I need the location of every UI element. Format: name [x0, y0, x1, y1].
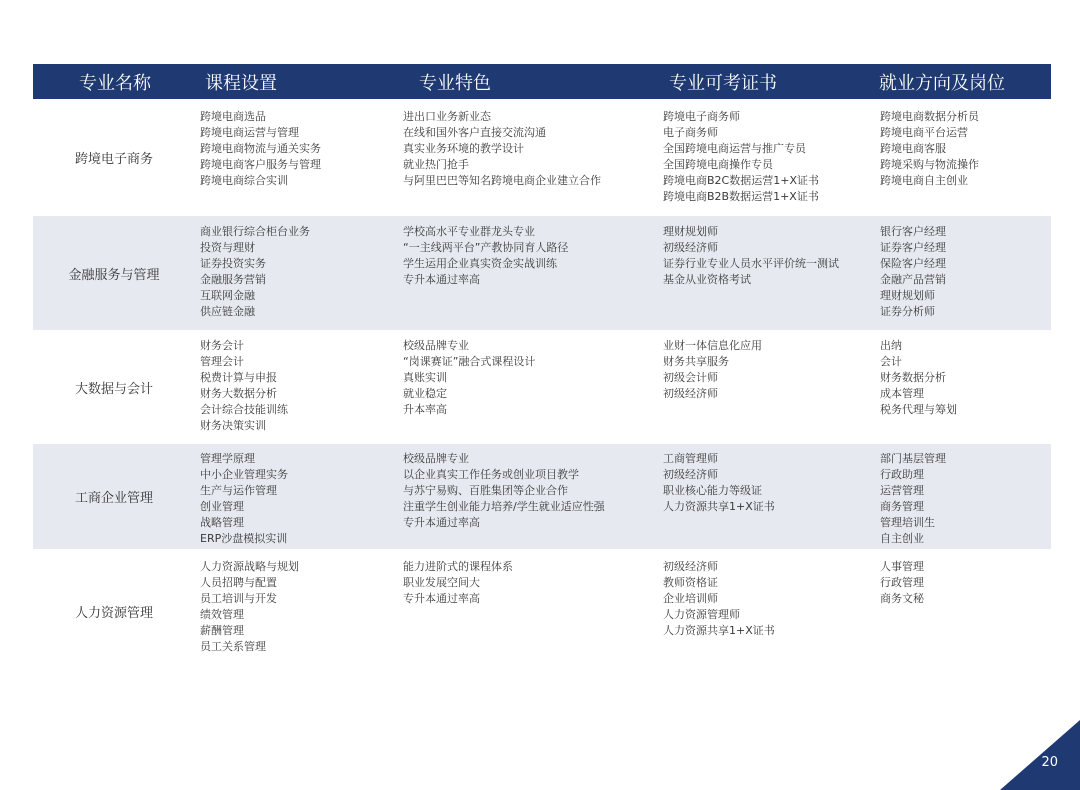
certificates-item: 跨境电子商务师: [663, 110, 740, 123]
careers-item: 人事管理: [880, 560, 924, 573]
certificates-item: 初级经济师: [663, 241, 718, 254]
features-item: 学生运用企业真实资金实战训练: [403, 257, 557, 270]
features-item: 专升本通过率高: [403, 273, 480, 286]
features-item: 真账实训: [403, 371, 447, 384]
certificates-item: 业财一体信息化应用: [663, 339, 762, 352]
features-list: [403, 109, 601, 189]
certificates-item: 初级会计师: [663, 371, 718, 384]
careers-item: 自主创业: [880, 532, 924, 545]
careers-item: 部门基层管理: [880, 452, 946, 465]
features-item: “岗课赛证”融合式课程设计: [403, 355, 536, 368]
courses-item: 互联网金融: [200, 289, 255, 302]
table-row: [33, 216, 1051, 330]
certificates-list: [663, 559, 775, 639]
certificates-item: 人力资源共享1+X证书: [663, 500, 775, 513]
features-item: 校级品牌专业: [403, 339, 469, 352]
courses-item: 人力资源战略与规划: [200, 560, 299, 573]
careers-item: 财务数据分析: [880, 371, 946, 384]
certificates-item: 基金从业资格考试: [663, 273, 751, 286]
courses-item: 商业银行综合柜台业务: [200, 225, 310, 238]
header-careers: 就业方向及岗位: [879, 72, 1005, 94]
careers-item: 行政管理: [880, 576, 924, 589]
courses-list: [200, 451, 288, 547]
careers-item: 保险客户经理: [880, 257, 946, 270]
courses-item: 财务会计: [200, 339, 244, 352]
certificates-list: [663, 338, 762, 402]
table-row: [33, 549, 1051, 674]
features-item: 校级品牌专业: [403, 452, 469, 465]
features-item: 在线和国外客户直接交流沟通: [403, 126, 546, 139]
program-name: 大数据与会计: [74, 381, 153, 397]
features-item: 能力进阶式的课程体系: [403, 560, 513, 573]
certificates-item: 跨境电商B2B数据运营1+X证书: [663, 190, 819, 203]
courses-item: 跨境电商选品: [200, 110, 266, 123]
header-certificates: 专业可考证书: [669, 72, 777, 94]
features-item: 与苏宁易购、百胜集团等企业合作: [403, 484, 568, 497]
courses-item: 生产与运作管理: [200, 484, 277, 497]
certificates-item: 人力资源共享1+X证书: [663, 624, 775, 637]
courses-item: 员工关系管理: [200, 640, 266, 653]
corner-decoration: [1000, 710, 1080, 790]
careers-item: 商务管理: [880, 500, 924, 513]
features-item: 升本率高: [403, 403, 447, 416]
careers-item: 金融产品营销: [880, 273, 946, 286]
program-table: [33, 64, 1051, 653]
careers-list: [880, 559, 924, 607]
courses-item: 跨境电商综合实训: [200, 174, 288, 187]
courses-item: 投资与理财: [200, 241, 255, 254]
table-row: [33, 444, 1051, 549]
certificates-item: 全国跨境电商运营与推广专员: [663, 142, 806, 155]
careers-item: 管理培训生: [880, 516, 935, 529]
certificates-item: 电子商务师: [663, 126, 718, 139]
courses-item: 战略管理: [200, 516, 244, 529]
features-item: 专升本通过率高: [403, 592, 480, 605]
features-list: [403, 338, 535, 418]
careers-list: [880, 451, 946, 547]
courses-item: 管理学原理: [200, 452, 255, 465]
features-list: [403, 559, 513, 607]
courses-item: 财务决策实训: [200, 419, 266, 432]
courses-item: 财务大数据分析: [200, 387, 277, 400]
careers-item: 商务文秘: [880, 592, 924, 605]
header-courses: 课程设置: [205, 72, 277, 94]
certificates-item: 财务共享服务: [663, 355, 729, 368]
table-row: [33, 99, 1051, 216]
certificates-item: 职业核心能力等级证: [663, 484, 762, 497]
features-item: “一主线两平台”产教协同育人路径: [403, 241, 569, 254]
courses-list: [200, 109, 321, 189]
careers-item: 成本管理: [880, 387, 924, 400]
certificates-item: 跨境电商B2C数据运营1+X证书: [663, 174, 819, 187]
careers-item: 跨境采购与物流操作: [880, 158, 979, 171]
courses-item: 跨境电商客户服务与管理: [200, 158, 321, 171]
table-row: [33, 330, 1051, 444]
certificates-item: 初级经济师: [663, 468, 718, 481]
courses-item: 税费计算与申报: [200, 371, 277, 384]
features-item: 职业发展空间大: [403, 576, 480, 589]
courses-item: 中小企业管理实务: [200, 468, 288, 481]
certificates-item: 证券行业专业人员水平评价统一测试: [663, 257, 839, 270]
careers-item: 跨境电商客服: [880, 142, 946, 155]
program-name: 人力资源管理: [74, 606, 153, 621]
careers-item: 运营管理: [880, 484, 924, 497]
careers-item: 会计: [880, 355, 902, 368]
careers-list: [880, 338, 957, 418]
careers-item: 理财规划师: [880, 289, 935, 302]
certificates-item: 全国跨境电商操作专员: [663, 158, 773, 171]
careers-item: 出纳: [880, 339, 902, 352]
courses-item: 人员招聘与配置: [200, 576, 277, 589]
courses-item: 金融服务营销: [200, 273, 266, 286]
careers-item: 跨境电商平台运营: [880, 126, 968, 139]
courses-list: [200, 559, 299, 655]
certificates-item: 理财规划师: [663, 225, 718, 238]
careers-item: 银行客户经理: [880, 225, 946, 238]
program-name: 跨境电子商务: [74, 152, 153, 167]
certificates-item: 工商管理师: [663, 452, 718, 465]
table-header: [33, 64, 1051, 99]
careers-item: 税务代理与筹划: [880, 403, 957, 416]
careers-list: [880, 224, 946, 320]
courses-item: 绩效管理: [200, 608, 244, 621]
certificates-item: 企业培训师: [663, 592, 718, 605]
program-name: 金融服务与管理: [68, 267, 160, 283]
courses-list: [200, 338, 288, 434]
courses-list: [200, 224, 310, 320]
features-item: 就业热门抢手: [403, 158, 469, 171]
features-item: 注重学生创业能力培养/学生就业适应性强: [403, 500, 605, 513]
careers-item: 证券客户经理: [880, 241, 946, 254]
courses-item: 创业管理: [200, 500, 244, 513]
careers-list: [880, 109, 979, 189]
courses-item: ERP沙盘模拟实训: [200, 532, 288, 545]
careers-item: 行政助理: [880, 468, 924, 481]
certificates-item: 教师资格证: [663, 576, 718, 589]
certificates-list: [663, 451, 775, 515]
certificates-item: 初级经济师: [663, 560, 718, 573]
certificates-item: 人力资源管理师: [663, 608, 740, 621]
features-list: [403, 451, 605, 531]
courses-item: 跨境电商运营与管理: [200, 126, 299, 139]
courses-item: 跨境电商物流与通关实务: [200, 142, 321, 155]
certificates-list: [663, 109, 819, 205]
program-name: 工商企业管理: [74, 491, 153, 506]
courses-item: 供应链金融: [200, 305, 255, 318]
features-item: 就业稳定: [403, 387, 447, 400]
features-item: 与阿里巴巴等知名跨境电商企业建立合作: [403, 174, 601, 187]
features-item: 学校高水平专业群龙头专业: [403, 225, 535, 238]
features-item: 专升本通过率高: [403, 516, 480, 529]
certificates-item: 初级经济师: [663, 387, 718, 400]
careers-item: 跨境电商自主创业: [880, 174, 968, 187]
header-features: 专业特色: [419, 72, 491, 94]
header-program-name: 专业名称: [79, 72, 151, 94]
features-item: 进出口业务新业态: [403, 110, 491, 123]
courses-item: 管理会计: [200, 355, 244, 368]
page-number: 20: [1041, 755, 1058, 770]
courses-item: 会计综合技能训练: [200, 403, 288, 416]
certificates-list: [663, 224, 839, 288]
courses-item: 证券投资实务: [200, 257, 266, 270]
courses-item: 薪酬管理: [200, 624, 244, 637]
features-item: 以企业真实工作任务或创业项目教学: [403, 468, 579, 481]
careers-item: 跨境电商数据分析员: [880, 110, 979, 123]
courses-item: 员工培训与开发: [200, 592, 277, 605]
features-item: 真实业务环境的教学设计: [403, 142, 524, 155]
careers-item: 证券分析师: [880, 305, 935, 318]
features-list: [403, 224, 568, 288]
